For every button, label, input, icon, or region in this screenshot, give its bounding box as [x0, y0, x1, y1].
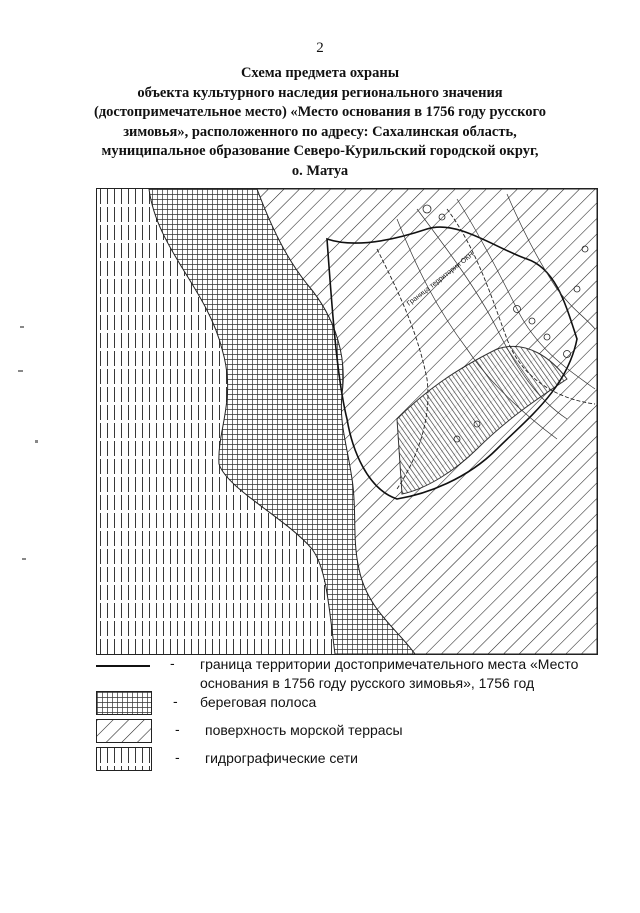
legend: [0, 655, 640, 795]
protection-scheme-map: [96, 188, 598, 655]
legend-label: поверхность морской террасы: [205, 722, 403, 738]
legend-dash: -: [175, 749, 180, 765]
title-line: объекта культурного наследия регионального значения: [137, 84, 503, 101]
legend-dash: -: [173, 693, 178, 709]
legend-label: граница территории достопримечательного места «Место: [200, 656, 579, 672]
title-line: о. Матуа: [291, 162, 349, 179]
okn-boundary-label: Граница территории ОКН: [405, 251, 476, 308]
title-line: Схема предмета охраны: [240, 65, 400, 81]
legend-label: основания в 1756 году русского зимовья», 1756 год: [200, 675, 535, 691]
grid-hatch-icon: [96, 691, 152, 715]
title-line: (достопримечательное место) «Место основания в 1756 году русского: [94, 104, 546, 120]
legend-label: гидрографические сети: [205, 750, 358, 766]
page-number: 2: [316, 40, 324, 56]
diagonal-hatch-icon: [96, 719, 152, 743]
title-line: муниципальное образование Северо-Курильский городской округ,: [101, 143, 539, 159]
title-line: зимовья», расположенного по адресу: Сахалинская область,: [123, 123, 517, 140]
boundary-line-icon: [96, 665, 150, 667]
vertical-hatch-icon: [96, 747, 152, 771]
legend-dash: -: [175, 721, 180, 737]
legend-label: береговая полоса: [200, 694, 317, 710]
document-title: [70, 64, 570, 181]
legend-dash: -: [170, 655, 175, 671]
